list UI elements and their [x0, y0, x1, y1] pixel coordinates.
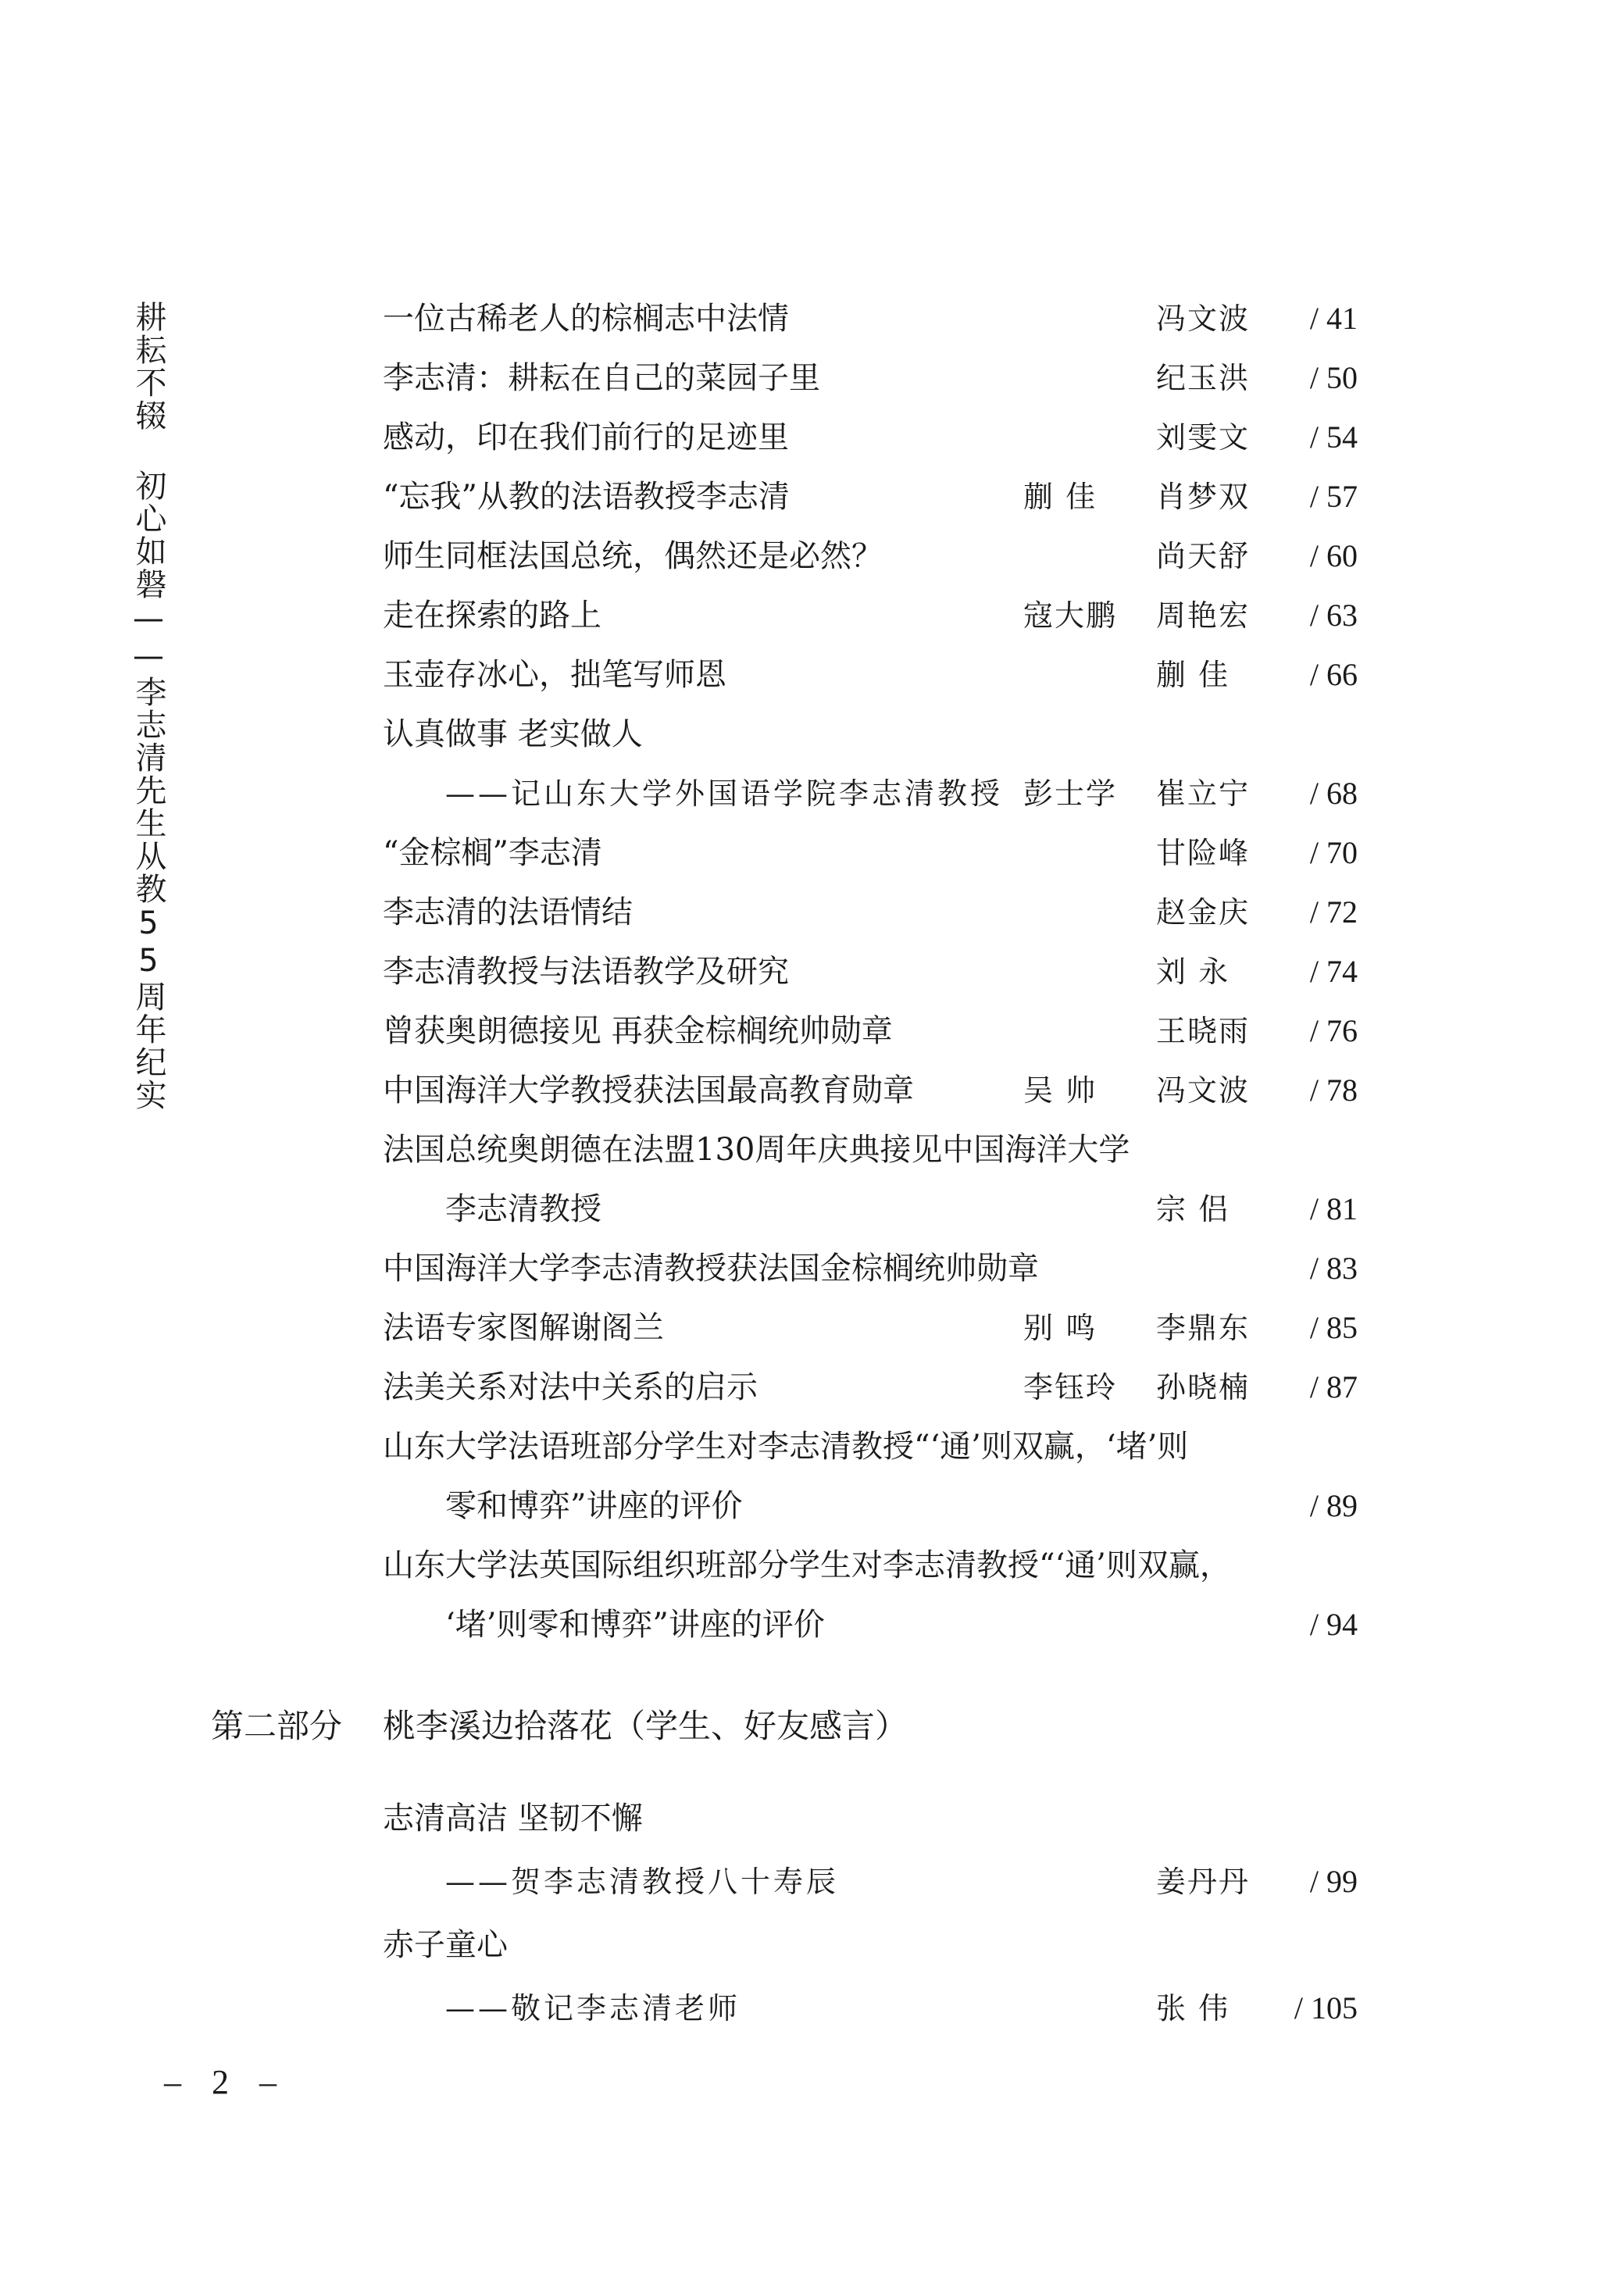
entry-subtitle: ——记山东大学外国语学院李志清教授	[445, 776, 1004, 811]
entry-title: 曾获奥朗德接见 再获金棕榈统帅勋章	[383, 1013, 893, 1049]
toc-entry	[383, 289, 1367, 348]
toc-entry	[383, 1789, 1367, 1848]
toc-entry	[445, 1476, 1367, 1536]
entry-title: 赤子童心	[383, 1927, 508, 1963]
entry-page: / 89	[1309, 1488, 1358, 1523]
entry-title: 法美关系对法中关系的启示	[383, 1369, 758, 1405]
entry-page: / 85	[1309, 1310, 1358, 1345]
entry-title: 李志清：耕耘在自己的菜园子里	[383, 360, 820, 396]
entry-title: 法国总统奥朗德在法盟130周年庆典接见中国海洋大学	[383, 1132, 1130, 1168]
entry-author: 周艳宏	[1156, 598, 1251, 633]
entry-author: 刘雯文	[1156, 420, 1251, 455]
entry-page: / 99	[1309, 1864, 1358, 1899]
toc-entry	[383, 705, 1367, 764]
entry-page: / 57	[1309, 479, 1358, 514]
entry-title: 法语专家图解谢阁兰	[383, 1310, 664, 1346]
entry-subtitle: ——贺李志清教授八十寿辰	[445, 1865, 840, 1899]
entry-author: 肖梦双	[1156, 480, 1251, 514]
entry-title: 李志清教授与法语教学及研究	[383, 954, 789, 990]
toc-entry	[383, 1001, 1367, 1061]
toc-entry	[383, 823, 1367, 883]
toc-entry	[383, 764, 1367, 823]
entry-title: 志清高洁 坚韧不懈	[383, 1801, 643, 1836]
entry-author: 宗 侣	[1156, 1192, 1230, 1226]
entry-author: 彭士学	[1023, 776, 1118, 811]
entry-page: / 68	[1309, 776, 1358, 811]
entry-page: / 70	[1309, 835, 1358, 870]
entry-author: 崔立宁	[1156, 776, 1251, 811]
toc-entry	[383, 1536, 1367, 1595]
entry-page: / 72	[1309, 894, 1358, 930]
entry-author: 别 鸣	[1023, 1311, 1098, 1345]
toc-entry	[383, 1061, 1367, 1120]
entry-title-continued: 李志清教授	[445, 1191, 601, 1227]
entry-author: 刘 永	[1156, 955, 1230, 989]
book-spine-title: 耕耘不辍 初心如磐——李志清先生从教55周年纪实	[130, 301, 166, 1112]
toc-entry	[383, 1120, 1367, 1180]
toc-entry	[445, 1595, 1367, 1654]
page-number: – 2 –	[164, 2063, 287, 2101]
entry-author: 张 伟	[1156, 1991, 1230, 2026]
entry-title: 李志清的法语情结	[383, 894, 633, 930]
toc-entry	[383, 1298, 1367, 1358]
entry-page: / 60	[1309, 538, 1358, 573]
entry-page: / 50	[1309, 360, 1358, 395]
entry-page: / 54	[1309, 419, 1358, 455]
entry-page: / 78	[1309, 1073, 1358, 1108]
entry-page: / 41	[1309, 301, 1358, 336]
entry-page: / 63	[1309, 598, 1358, 633]
entry-title: 感动，印在我们前行的足迹里	[383, 419, 789, 455]
entry-page: / 76	[1309, 1013, 1358, 1048]
entry-author: 蒯 佳	[1156, 658, 1230, 692]
entry-title-continued: 零和博弈”讲座的评价	[445, 1488, 743, 1524]
toc-entry	[383, 467, 1367, 526]
entry-title: 玉壶存冰心，拙笔写师恩	[383, 657, 726, 693]
toc-entry	[383, 1915, 1367, 1975]
entry-author: 吴 帅	[1023, 1073, 1098, 1108]
entry-page: / 81	[1309, 1191, 1358, 1226]
toc-entry	[383, 883, 1367, 942]
toc-entry	[383, 645, 1367, 705]
entry-author: 蒯 佳	[1023, 480, 1098, 514]
toc-entry	[383, 1979, 1367, 2038]
toc-entry	[383, 526, 1367, 586]
entry-title: “金棕榈”李志清	[383, 835, 602, 871]
entry-author: 李钰玲	[1023, 1370, 1118, 1404]
entry-title-continued: ‘堵’则零和博弈”讲座的评价	[445, 1607, 825, 1643]
entry-author: 冯文波	[1156, 302, 1251, 336]
entry-author: 李鼎东	[1156, 1311, 1251, 1345]
entry-title: 山东大学法英国际组织班部分学生对李志清教授“‘通’则双赢，	[383, 1547, 1231, 1583]
entry-page: / 83	[1309, 1251, 1358, 1286]
entry-author: 冯文波	[1156, 1073, 1251, 1108]
entry-title: “忘我”从教的法语教授李志清	[383, 479, 790, 515]
entry-page: / 74	[1309, 954, 1358, 989]
toc-entry	[383, 348, 1367, 408]
section-label: 第二部分	[211, 1707, 343, 1745]
entry-page: / 87	[1309, 1369, 1358, 1404]
entry-author: 纪玉洪	[1156, 361, 1251, 395]
entry-author: 尚天舒	[1156, 539, 1251, 573]
toc-entry	[383, 408, 1367, 467]
entry-title: 中国海洋大学教授获法国最高教育勋章	[383, 1073, 914, 1108]
entry-title: 一位古稀老人的棕榈志中法情	[383, 301, 789, 337]
entry-author: 王晓雨	[1156, 1014, 1251, 1048]
entry-subtitle: ——敬记李志清老师	[445, 1991, 741, 2026]
entry-title: 师生同框法国总统，偶然还是必然？	[383, 538, 883, 574]
entry-title: 走在探索的路上	[383, 598, 601, 634]
entry-author: 姜丹丹	[1156, 1865, 1251, 1899]
toc-entry	[383, 1852, 1367, 1911]
toc-entry	[383, 586, 1367, 645]
entry-title: 山东大学法语班部分学生对李志清教授“‘通’则双赢，‘堵’则	[383, 1429, 1189, 1465]
toc-entry	[445, 1180, 1367, 1239]
entry-page: / 94	[1309, 1607, 1358, 1642]
entry-page: / 105	[1294, 1990, 1358, 2026]
entry-page: / 66	[1309, 657, 1358, 692]
entry-author: 甘险峰	[1156, 836, 1251, 870]
toc-entry	[383, 1239, 1367, 1298]
toc-entry	[383, 942, 1367, 1001]
toc-entry	[383, 1417, 1367, 1476]
entry-title: 中国海洋大学李志清教授获法国金棕榈统帅勋章	[383, 1251, 1039, 1287]
entry-author: 寇大鹏	[1023, 598, 1118, 633]
section-name: 桃李溪边拾落花（学生、好友感言）	[383, 1707, 908, 1745]
entry-title: 认真做事 老实做人	[383, 716, 643, 752]
toc-entry	[383, 1358, 1367, 1417]
entry-author: 赵金庆	[1156, 895, 1251, 930]
entry-author: 孙晓楠	[1156, 1370, 1251, 1404]
